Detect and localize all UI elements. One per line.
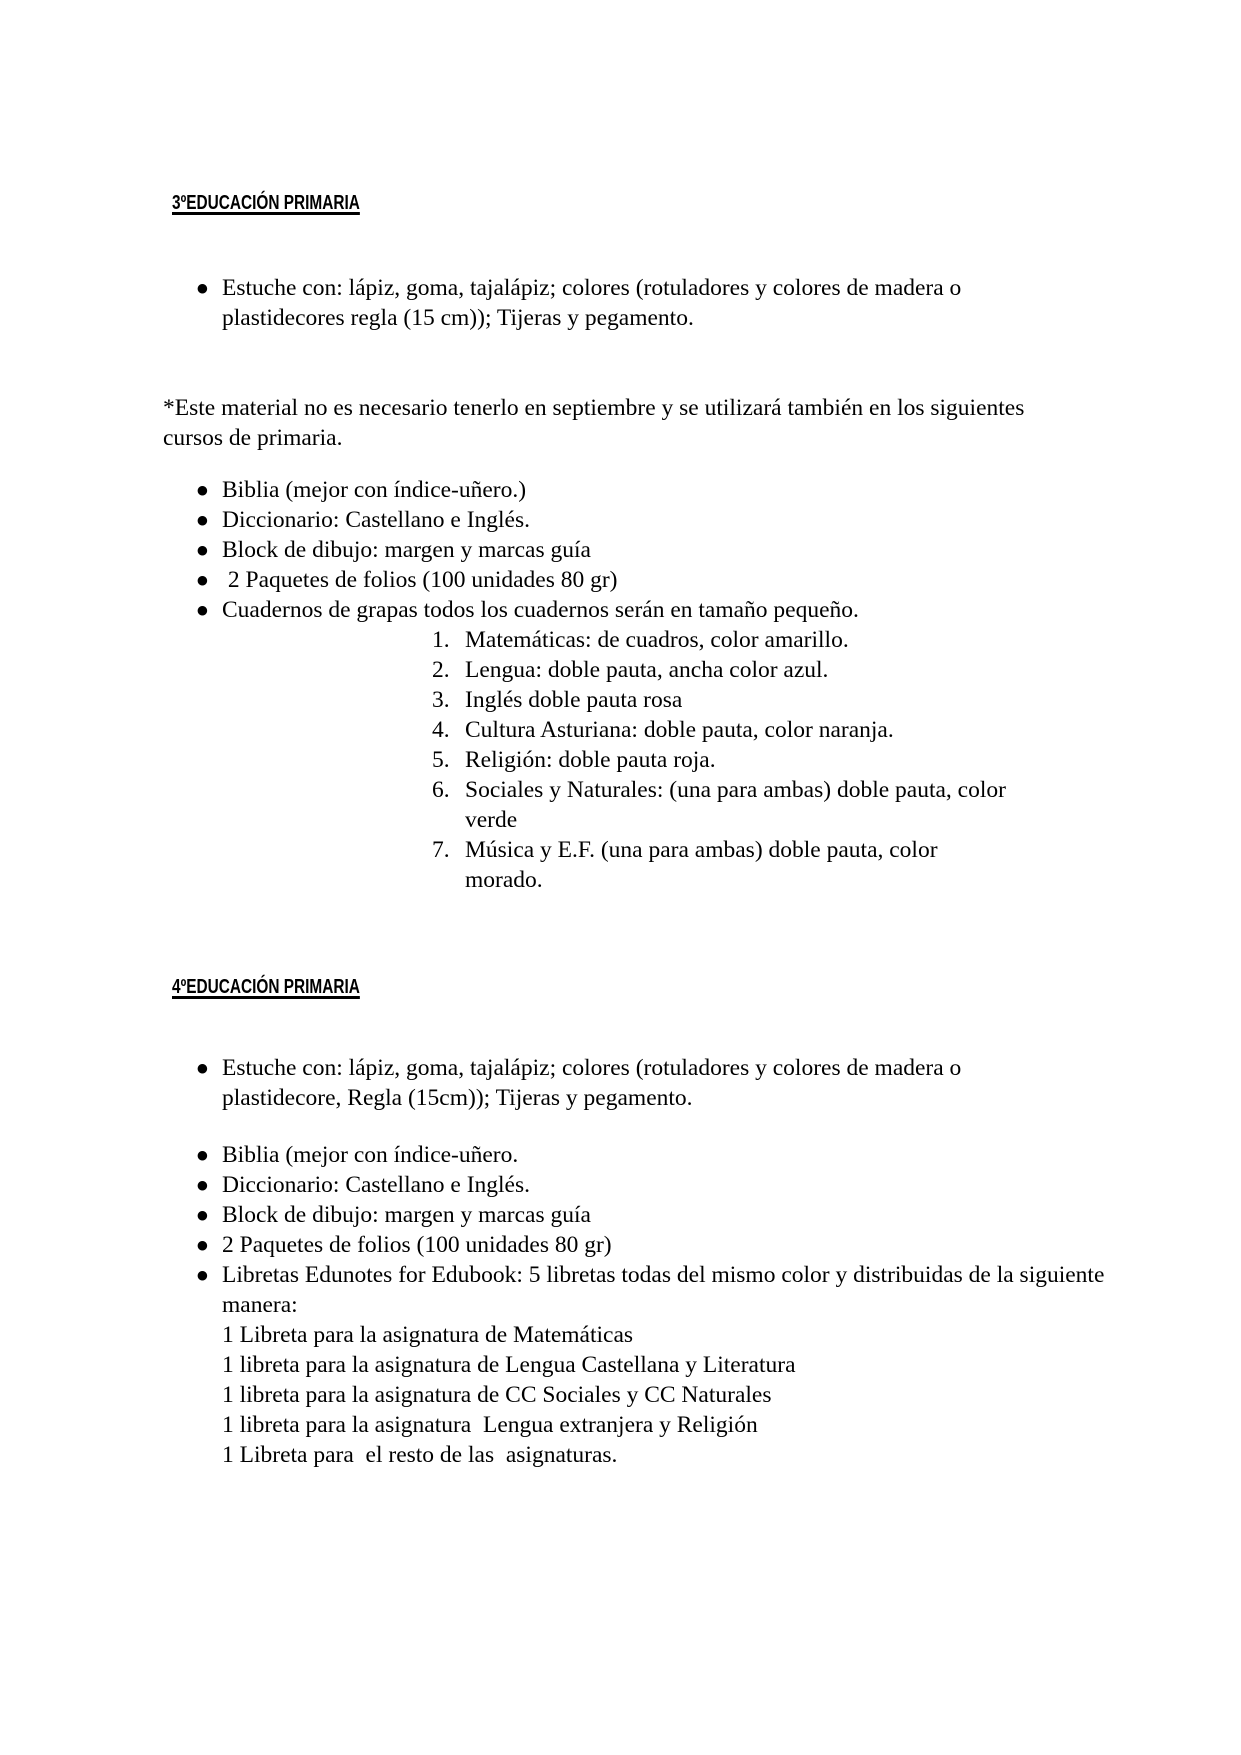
list-item: ● Cuadernos de grapas todos los cuadernos serán en tamaño pequeño. xyxy=(196,595,1052,625)
list-item: ● Diccionario: Castellano e Inglés. xyxy=(196,505,1052,535)
list-item: ● 2 Paquetes de folios (100 unidades 80 gr) xyxy=(196,1230,1142,1260)
numbered-item: Matemáticas: de cuadros, color amarillo. xyxy=(465,627,849,653)
libreta-line: 1 Libreta para la asignatura de Matemáticas xyxy=(222,1322,634,1348)
libreta-line: 1 libreta para la asignatura de Lengua Castellana y Literatura xyxy=(222,1352,796,1378)
numbered-item: Música y E.F. (una para ambas) doble pauta, color morado. xyxy=(465,837,938,893)
list-item: ● Estuche con: lápiz, goma, tajalápiz; colores (rotuladores y colores de madera o plastidecore, Regla (15cm)); Tijeras y pegamento. xyxy=(196,1053,1052,1113)
section-4-estuche-list xyxy=(196,1053,1052,1113)
list-item xyxy=(196,1260,1142,1470)
list-item: ● Diccionario: Castellano e Inglés. xyxy=(196,1170,1142,1200)
numbered-item: Inglés doble pauta rosa xyxy=(465,687,683,713)
section-3-numbered-list xyxy=(430,625,1018,895)
list-item: ● Block de dibujo: margen y marcas guía xyxy=(196,1200,1142,1230)
note-paragraph: *Este material no es necesario tenerlo en septiembre y se utilizará también en los siguientes cursos de primaria. xyxy=(163,395,1025,451)
numbered-item: Lengua: doble pauta, ancha color azul. xyxy=(465,657,829,683)
numbered-item: Religión: doble pauta roja. xyxy=(465,747,716,773)
list-item: ● 2 Paquetes de folios (100 unidades 80 gr) xyxy=(196,565,1052,595)
libreta-line: 1 libreta para la asignatura Lengua extranjera y Religión xyxy=(222,1412,758,1438)
section-3-bullet-list xyxy=(196,475,1052,625)
section-4-heading: 4ºEDUCACIÓN PRIMARIA xyxy=(172,976,360,998)
libreta-line: 1 libreta para la asignatura de CC Sociales y CC Naturales xyxy=(222,1382,772,1408)
list-item: ● Block de dibujo: margen y marcas guía xyxy=(196,535,1052,565)
list-item: ● Biblia (mejor con índice-uñero. xyxy=(196,1140,1142,1170)
section-4-bullet-list xyxy=(196,1140,1142,1470)
list-item: ● Estuche con: lápiz, goma, tajalápiz; colores (rotuladores y colores de madera o plastidecores regla (15 cm)); Tijeras y pegamento. xyxy=(196,273,1052,333)
numbered-item: Cultura Asturiana: doble pauta, color naranja. xyxy=(465,717,894,743)
section-3-heading: 3ºEDUCACIÓN PRIMARIA xyxy=(172,192,360,214)
libreta-line: 1 Libreta para el resto de las asignaturas. xyxy=(222,1442,618,1468)
libretas-intro: Libretas Edunotes for Edubook: 5 libretas todas del mismo color y distribuidas de la siguiente manera: xyxy=(222,1262,1105,1318)
list-item: ● Biblia (mejor con índice-uñero.) xyxy=(196,475,1052,505)
section-3-estuche-list xyxy=(196,273,1052,333)
numbered-item: Sociales y Naturales: (una para ambas) doble pauta, color verde xyxy=(465,777,1006,833)
